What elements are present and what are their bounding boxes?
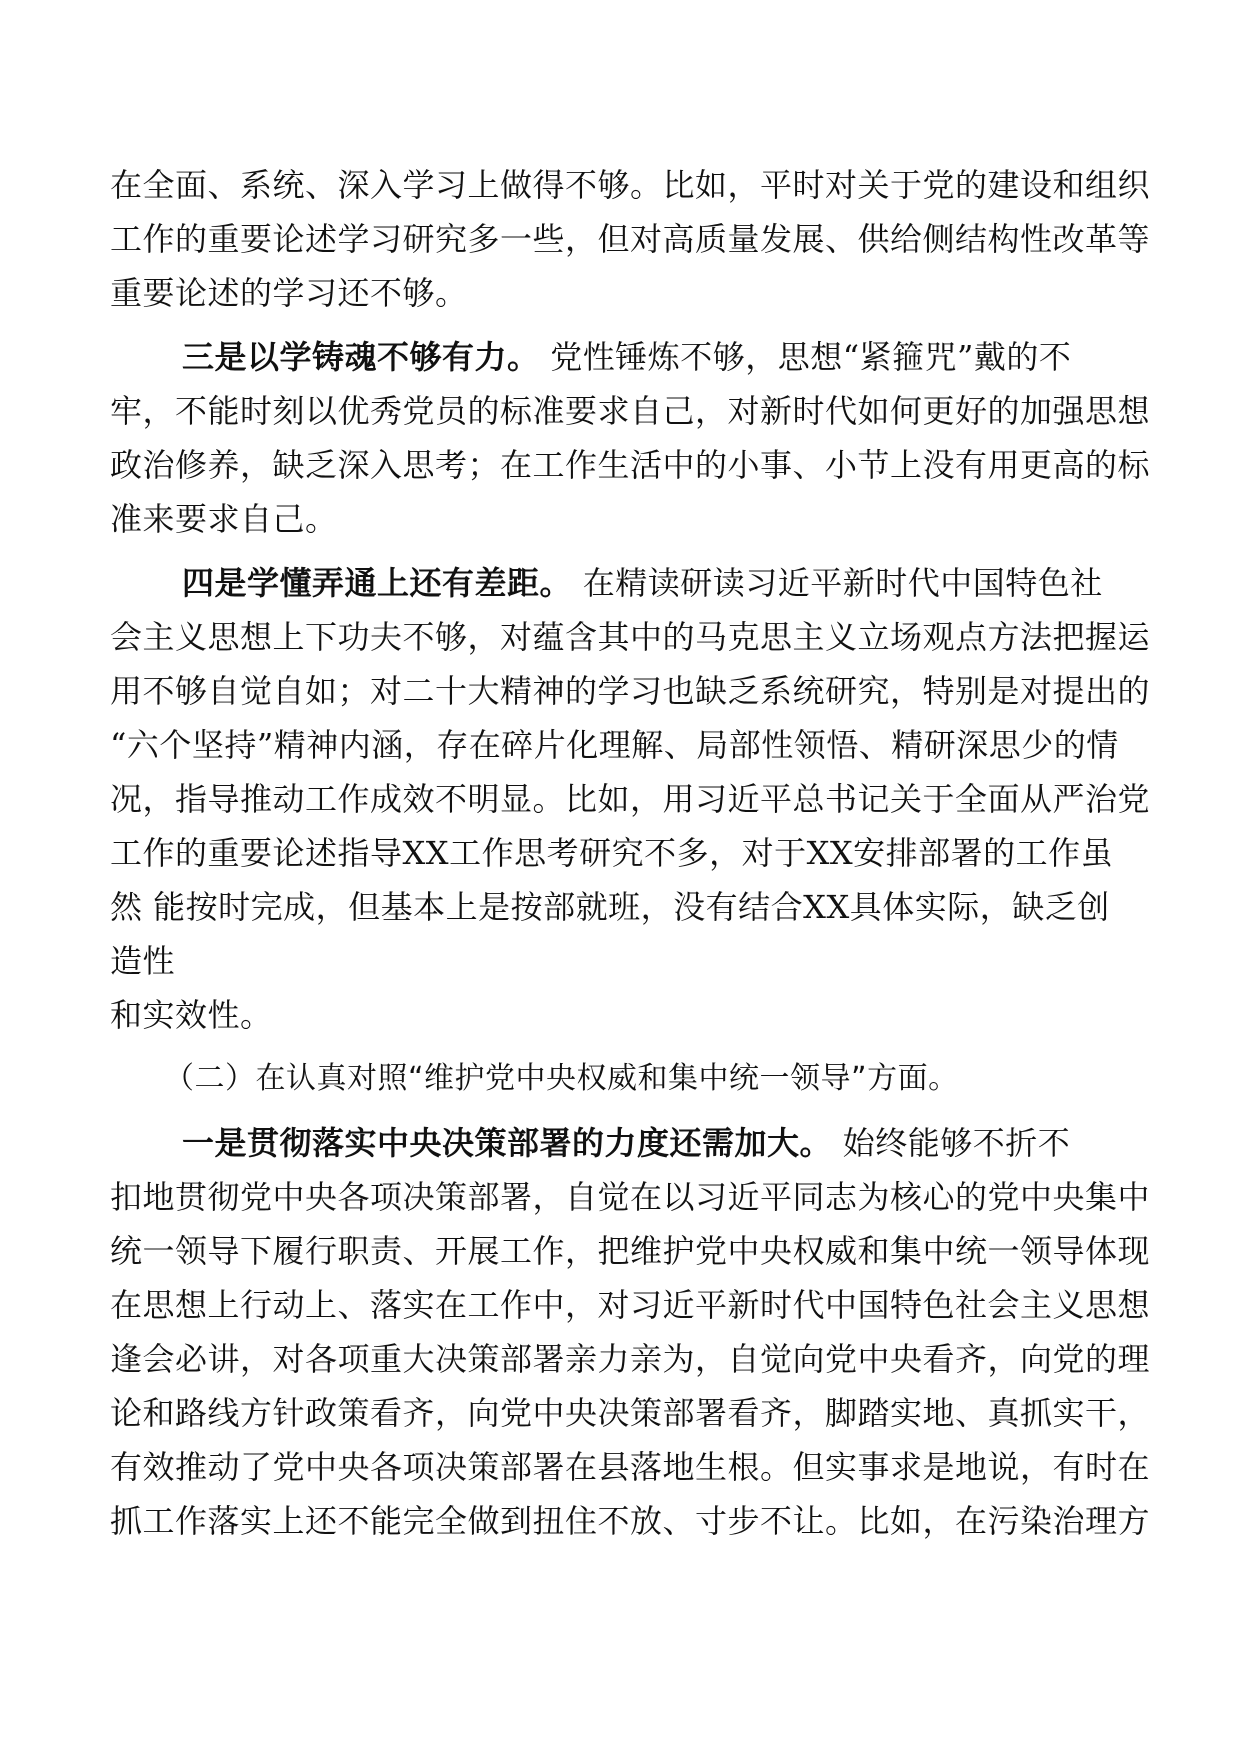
body-text-line: 论和路线方针政策看齐，向党中央决策部署看齐，脚踏实地、真抓实干， <box>110 1394 1151 1432</box>
paragraph-lead-heading: 一是贯彻落实中央决策部署的力度还需加大。 <box>182 1124 833 1162</box>
document-page <box>110 158 1151 1548</box>
paragraph-lead-heading: 四是学懂弄通上还有差距。 <box>182 564 573 602</box>
body-text-line: 准来要求自己。 <box>110 500 338 538</box>
body-text-line: 重要论述的学习还不够。 <box>110 274 468 312</box>
body-text-line: “六个坚持”精神内涵，存在碎片化理解、局部性领悟、精研深思少的情 <box>110 726 1119 764</box>
body-text: 在精读研读习近平新时代中国特色社 <box>572 564 1103 602</box>
body-text-line: 抓工作落实上还不能完全做到扭住不放、寸步不让。比如，在污染治理方 <box>110 1502 1151 1540</box>
body-text-line: 政治修养，缺乏深入思考；在工作生活中的小事、小节上没有用更高的标 <box>110 446 1151 484</box>
body-text: 党性锤炼不够，思想“紧箍咒”戴的不 <box>539 338 1072 376</box>
body-text-line: 工作的重要论述指导XX工作思考研究不多，对于XX安排部署的工作虽 <box>110 834 1114 872</box>
paragraph-first-line <box>110 556 1130 610</box>
body-text-line: 有效推动了党中央各项决策部署在县落地生根。但实事求是地说，有时在 <box>110 1448 1151 1486</box>
body-text-line: 和实效性。 <box>110 996 273 1034</box>
body-text-line: 在全面、系统、深入学习上做得不够。比如，平时对关于党的建设和组织 <box>110 166 1151 204</box>
body-text-line: 况，指导推动工作成效不明显。比如，用习近平总书记关于全面从严治党 <box>110 780 1151 818</box>
body-text: 始终能够不折不 <box>832 1124 1071 1162</box>
paragraph-lead-heading: 三是以学铸魂不够有力。 <box>182 338 540 376</box>
body-text-line: 会主义思想上下功夫不够，对蕴含其中的马克思主义立场观点方法把握运 <box>110 618 1151 656</box>
section-heading: （二）在认真对照“维护党中央权威和集中统一领导”方面。 <box>164 1061 959 1096</box>
body-text-line: 牢，不能时刻以优秀党员的标准要求自己，对新时代如何更好的加强思想 <box>110 392 1151 430</box>
body-text-line: 工作的重要论述学习研究多一些，但对高质量发展、供给侧结构性改革等 <box>110 220 1151 258</box>
body-text-line: 造性 <box>110 942 176 980</box>
paragraph-first-line <box>110 330 1130 384</box>
body-text-line: 在思想上行动上、落实在工作中，对习近平新时代中国特色社会主义思想 <box>110 1286 1151 1324</box>
paragraph-first-line <box>110 1116 1130 1170</box>
body-text-line: 扣地贯彻党中央各项决策部署，自觉在以习近平同志为核心的党中央集中 <box>110 1178 1151 1216</box>
body-text-line: 逢会必讲，对各项重大决策部署亲力亲为，自觉向党中央看齐，向党的理 <box>110 1340 1151 1378</box>
body-text-line: 然 能按时完成，但基本上是按部就班，没有结合XX具体实际，缺乏创 <box>110 888 1110 926</box>
body-text-line: 统一领导下履行职责、开展工作，把维护党中央权威和集中统一领导体现 <box>110 1232 1151 1270</box>
body-text-line: 用不够自觉自如；对二十大精神的学习也缺乏系统研究，特别是对提出的 <box>110 672 1151 710</box>
